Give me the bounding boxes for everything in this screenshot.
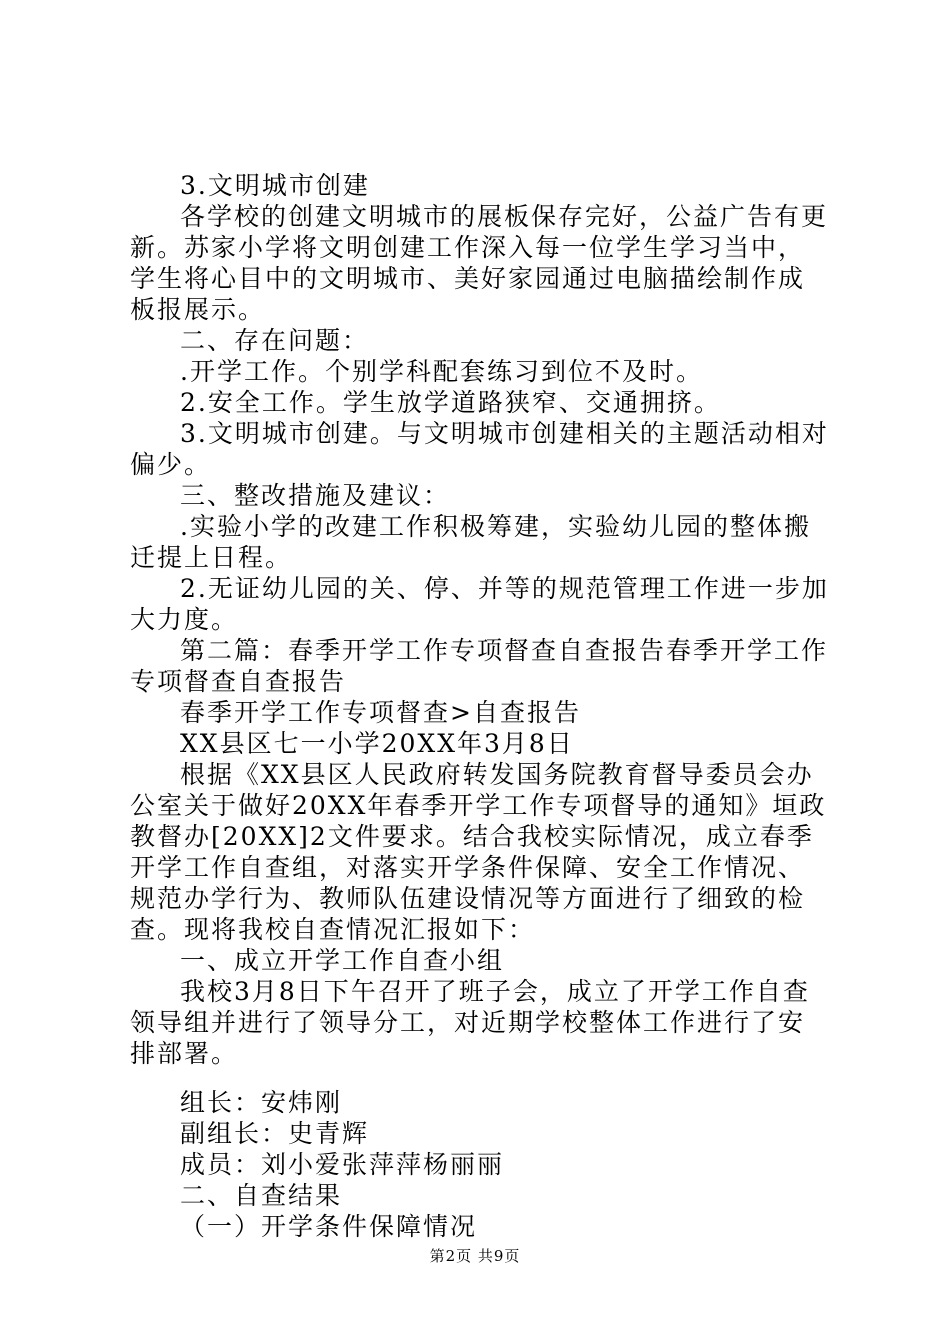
paragraph: 春季开学工作专项督查>自查报告 xyxy=(180,698,581,727)
paragraph: 3.文明城市创建。与文明城市创建相关的主题活动相对偏少。 xyxy=(130,419,829,479)
paragraph: （一）开学条件保障情况 xyxy=(180,1212,478,1241)
paragraph: 二、存在问题： xyxy=(180,326,370,355)
paragraph: XX县区七一小学20XX年3月8日 xyxy=(180,729,574,758)
paragraph: 2.安全工作。学生放学道路狭窄、交通拥挤。 xyxy=(180,388,721,417)
paragraph: 根据《XX县区人民政府转发国务院教育督导委员会办公室关于做好20XX年春季开学工作专项督导的通知》垣政教督办[20XX]2文件要求。结合我校实际情况，成立春季开学工作自查组，对落实开学条件保障、安全工作情况、规范办学行为、教师队伍建设情况等方面进行了细致的检查。现将我校自查情况汇报如下： xyxy=(130,760,827,944)
section-heading: 第二篇：春季开学工作专项督查自查报告春季开学工作专项督查自查报告 xyxy=(130,636,829,696)
paragraph: 副组长：史青辉 xyxy=(180,1119,370,1148)
paragraph: 2.无证幼儿园的关、停、并等的规范管理工作进一步加大力度。 xyxy=(130,574,829,634)
paragraph: 一、成立开学工作自查小组 xyxy=(180,946,505,975)
page-number: 第2页 共9页 xyxy=(429,1247,521,1265)
paragraph: 3.文明城市创建 xyxy=(180,171,370,200)
paragraph: .开学工作。个别学科配套练习到位不及时。 xyxy=(180,357,703,386)
paragraph-spacer xyxy=(130,1069,830,1087)
paragraph: .实验小学的改建工作积极筹建，实验幼儿园的整体搬迁提上日程。 xyxy=(130,512,811,572)
paragraph: 二、自查结果 xyxy=(180,1181,343,1210)
paragraph: 各学校的创建文明城市的展板保存完好，公益广告有更新。苏家小学将文明创建工作深入每一位学生学习当中，学生将心目中的文明城市、美好家园通过电脑描绘制作成板报展示。 xyxy=(130,202,829,324)
paragraph: 我校3月8日下午召开了班子会，成立了开学工作自查领导组并进行了领导分工，对近期学校整体工作进行了安排部署。 xyxy=(130,977,810,1068)
paragraph: 组长：安炜刚 xyxy=(180,1088,343,1117)
page-footer xyxy=(0,1246,950,1266)
paragraph: 成员：刘小爱张萍萍杨丽丽 xyxy=(180,1150,505,1179)
paragraph: 三、整改措施及建议： xyxy=(180,481,451,510)
document-body xyxy=(130,170,830,1242)
